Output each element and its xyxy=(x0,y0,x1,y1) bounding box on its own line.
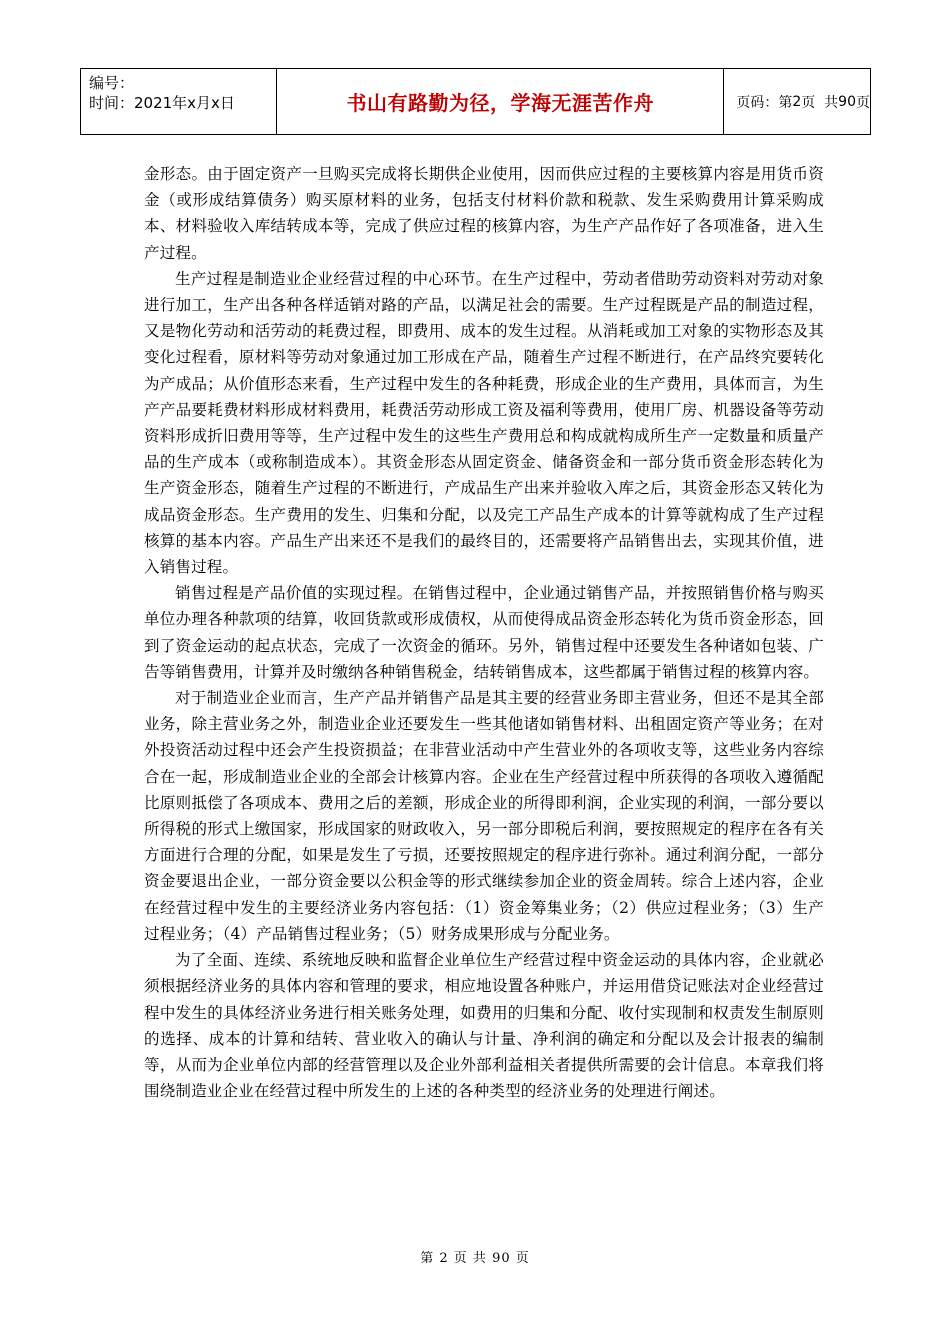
document-number-label: 编号： xyxy=(89,74,135,92)
document-date-label: 时间：2021年x月x日 xyxy=(89,94,235,112)
footer-mid: 页 共 xyxy=(453,1251,487,1266)
header-motto-cell xyxy=(277,69,724,134)
body-text xyxy=(144,161,824,1104)
page-header xyxy=(80,68,871,135)
header-page-label: 页码：第 xyxy=(736,94,793,111)
header-page-total: 90 xyxy=(838,93,856,110)
header-page-mid: 页 共 xyxy=(801,94,839,111)
header-page-end: 页 xyxy=(856,94,870,111)
paragraph: 对于制造业企业而言，生产产品并销售产品是其主要的经营业务即主营业务，但还不是其全部业务，除主营业务之外，制造业企业还要发生一些其他诸如销售材料、出租固定资产等业务；在对外投资活动过程中还会产生投资损益；在非营业活动中产生营业外的各项收支等，这些业务内容综合在一起，形成制造业企业的全部会计核算内容。企业在生产经营过程中所获得的各项收入遵循配比原则抵偿了各项成本、费用之后的差额，形成企业的所得即利润，企业实现的利润，一部分要以所得税的形式上缴国家，形成国家的财政收入，另一部分即税后利润，要按照规定的程序在各有关方面进行合理的分配，如果是发生了亏损，还要按照规定的程序进行弥补。通过利润分配，一部分资金要退出企业，一部分资金要以公积金等的形式继续参加企业的资金周转。综合上述内容，企业在经营过程中发生的主要经济业务内容包括：（1）资金筹集业务；（2）供应过程业务；（3）生产过程业务；（4）产品销售过程业务；（5）财务成果形成与分配业务。 xyxy=(144,689,824,943)
footer-page-total: 90 xyxy=(492,1251,511,1266)
paragraph: 金形态。由于固定资产一旦购买完成将长期供企业使用，因而供应过程的主要核算内容是用货币资金（或形成结算债务）购买原材料的业务，包括支付材料价款和税款、发生采购费用计算采购成本、材料验收入库结转成本等，完成了供应过程的核算内容，为生产产品作好了各项准备，进入生产过程。 xyxy=(144,165,824,262)
footer-page-current: 2 xyxy=(439,1251,449,1266)
header-motto: 书山有路勤为径，学海无涯苦作舟 xyxy=(346,91,655,115)
footer-suffix: 页 xyxy=(515,1251,530,1266)
paragraph: 生产过程是制造业企业经营过程的中心环节。在生产过程中，劳动者借助劳动资料对劳动对象进行加工，生产出各种各样适销对路的产品，以满足社会的需要。生产过程既是产品的制造过程，又是物化劳动和活劳动的耗费过程，即费用、成本的发生过程。从消耗或加工对象的实物形态及其变化过程看，原材料等劳动对象通过加工形成在产品，随着生产过程不断进行，在产品终究要转化为产成品；从价值形态来看，生产过程中发生的各种耗费，形成企业的生产费用，具体而言，为生产产品要耗费材料形成材料费用，耗费活劳动形成工资及福利等费用，使用厂房、机器设备等劳动资料形成折旧费用等等，生产过程中发生的这些生产费用总和构成就构成所生产一定数量和质量产品的生产成本（或称制造成本）。其资金形态从固定资金、储备资金和一部分货币资金形态转化为生产资金形态，随着生产过程的不断进行，产成品生产出来并验收入库之后，其资金形态又转化为成品资金形态。生产费用的发生、归集和分配，以及完工产品生产成本的计算等就构成了生产过程核算的基本内容。产品生产出来还不是我们的最终目的，还需要将产品销售出去，实现其价值，进入销售过程。 xyxy=(144,269,824,577)
header-meta-cell xyxy=(81,69,277,134)
header-page-cell xyxy=(724,69,870,134)
header-page-current: 2 xyxy=(792,93,802,110)
paragraph: 销售过程是产品价值的实现过程。在销售过程中，企业通过销售产品，并按照销售价格与购买单位办理各种款项的结算，收回货款或形成债权，从而使得成品资金形态转化为货币资金形态，回到了资金运动的起点状态，完成了一次资金的循环。另外，销售过程中还要发生各种诸如包装、广告等销售费用，计算并及时缴纳各种销售税金，结转销售成本，这些都属于销售过程的核算内容。 xyxy=(144,584,824,681)
paragraph: 为了全面、连续、系统地反映和监督企业单位生产经营过程中资金运动的具体内容，企业就必须根据经济业务的具体内容和管理的要求，相应地设置各种账户，并运用借贷记账法对企业经营过程中发生的具体经济业务进行相关账务处理，如费用的归集和分配、收付实现制和权责发生制原则的选择、成本的计算和结转、营业收入的确认与计量、净利润的确定和分配以及会计报表的编制等，从而为企业单位内部的经营管理以及企业外部利益相关者提供所需要的会计信息。本章我们将围绕制造业企业在经营过程中所发生的上述的各种类型的经济业务的处理进行阐述。 xyxy=(144,951,824,1101)
page-footer xyxy=(0,1247,950,1266)
footer-prefix: 第 xyxy=(420,1251,435,1266)
